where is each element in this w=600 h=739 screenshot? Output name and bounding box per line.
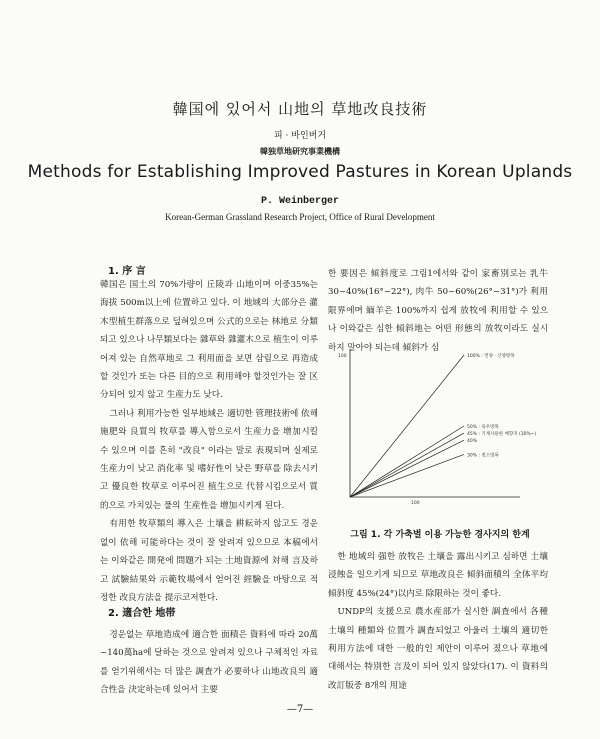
section2-paragraph: 경운없는 草地造成에 適合한 面積은 資料에 따라 20萬~140萬ha에 달하는 것으로 알려져 있으나 구체적인 자료를 얻기위해서는 더 많은 調査가 必要하나 山地改良의 適合性을 決定하는데 있어서 主要 — [100, 630, 318, 696]
series-label-4: 40% — [467, 439, 478, 445]
series-line-2 — [350, 426, 464, 497]
title-english: Methods for Establishing Improved Pastures in Korean Uplands — [27, 162, 573, 182]
affiliation-english: Korean-German Grassland Research Project, Office of Rural Development — [165, 212, 435, 222]
section2-body — [100, 626, 318, 700]
chart-axes — [350, 350, 520, 497]
slope-limit-chart — [336, 345, 536, 520]
page-number: —7— — [286, 704, 314, 715]
series-label-1: 100% : 면양 · 산양방목 — [467, 354, 515, 359]
section1-paragraph-2: 그러나 利用가능한 일부地域은 適切한 管理技術에 依해 施肥와 良質의 牧草를 導入함으로서 生産力을 增加시킬 수 있으며 이를 흔히 "改良" 이라는 말로 表現되며 실제로 生産力이 낮고 消化率 및 嗜好性이 낮은 野草를 除去시키고 優良한 牧草로 이루어진 植生으로 代替시킴으로서 質的으로 가치있는 풀의 生産性을 增加시키게 된다. — [100, 408, 318, 511]
right-top-paragraph: 한 要因은 傾斜度로 그림1에서와 같이 家畜別로는 乳牛 30~40%(16°~22°), 肉牛 50~60%(26°~31°)가 利用限界에며 緬羊은 100%까지 쉽게 放牧에 利用할 수 있으나 이와같은 심한 傾斜地는 어떤 形態의 放牧이라도 실시하지 말아야 되는데 傾斜가 심 — [328, 269, 548, 353]
right-bottom-paragraph-2: UNDP의 支援으로 農水産部가 실시한 調査에서 各種 土壤의 種類와 位置가 調査되었고 아울러 土壤의 適切한 利用方法에 대한 一般的인 제안이 이루어 졌으나 草地에 대해서는 特別한 言及이 되어 있지 않았다(17). 이 資料의 改訂版중 8개의 用途 — [328, 607, 548, 691]
section1-paragraph-1: 韓国은 国土의 70%가량이 丘陵과 山地이며 이중35%는 海拔 500m以上에 位置하고 있다. 이 地域의 大部分은 灌木型植生群落으로 덮혀있으며 公式的으로는 林地로 分類되고 있으나 나무類보다는 雜草와 雜灌木으로 植生이 이루어져 있는 自然草地로 그 利用面을 보면 삼림으로 再造成할 것인가 또는 다른 目的으로 利用해야 할것인가는 잘 区分되어 있지 않고 生産力도 낮다. — [100, 280, 318, 401]
x-tick-label-end: 100 — [411, 501, 420, 506]
section1-paragraph-3: 有用한 牧草類의 導入은 土壤을 耕耘하지 않고도 경운없이 依해 可能하다는 것이 잘 알려져 있으므로 本稿에서는 이와같은 開発에 問題가 되는 土地資源에 対해 言及하고 試驗結果와 示範牧場에서 얻어진 經驗을 바탕으로 적정한 改良方法을 提示코저한다. — [100, 519, 318, 603]
affiliation-korean: 韓独草地研究事業機構 — [260, 146, 340, 156]
section1-heading: 1. 序 言 — [108, 266, 146, 277]
series-label-5: 30% : 젖소방목 — [467, 453, 499, 459]
figure-caption: 그림 1. 각 가축별 이용 가능한 경사지의 한계 — [350, 530, 530, 540]
author-korean: 피 · 바인버거 — [273, 131, 327, 141]
right-bottom-paragraph-1: 한 地域의 强한 放牧은 土壤을 露出시키고 심하면 土壤浸蝕을 일으키게 되므로 草地改良은 傾斜面積의 全体平均 傾斜度 45%(24°)以内로 除限하는 것이 좋다. — [328, 552, 548, 599]
series-label-2: 50% : 육우방목 — [467, 425, 499, 430]
section2-heading: 2. 適合한 地帯 — [108, 608, 176, 619]
section1-body — [100, 276, 318, 607]
series-line-4 — [350, 440, 464, 497]
series-line-3 — [350, 433, 464, 497]
title-korean: 韓国에 있어서 山地의 草地改良技術 — [172, 100, 428, 118]
series-label-3: 45% : 기계사용한 배향지 (30%~) — [467, 432, 536, 438]
right-column-bottom — [328, 548, 548, 695]
author-english: P. Weinberger — [260, 196, 339, 207]
y-tick-label-top: 100 — [338, 354, 347, 359]
right-column-top — [328, 265, 548, 357]
